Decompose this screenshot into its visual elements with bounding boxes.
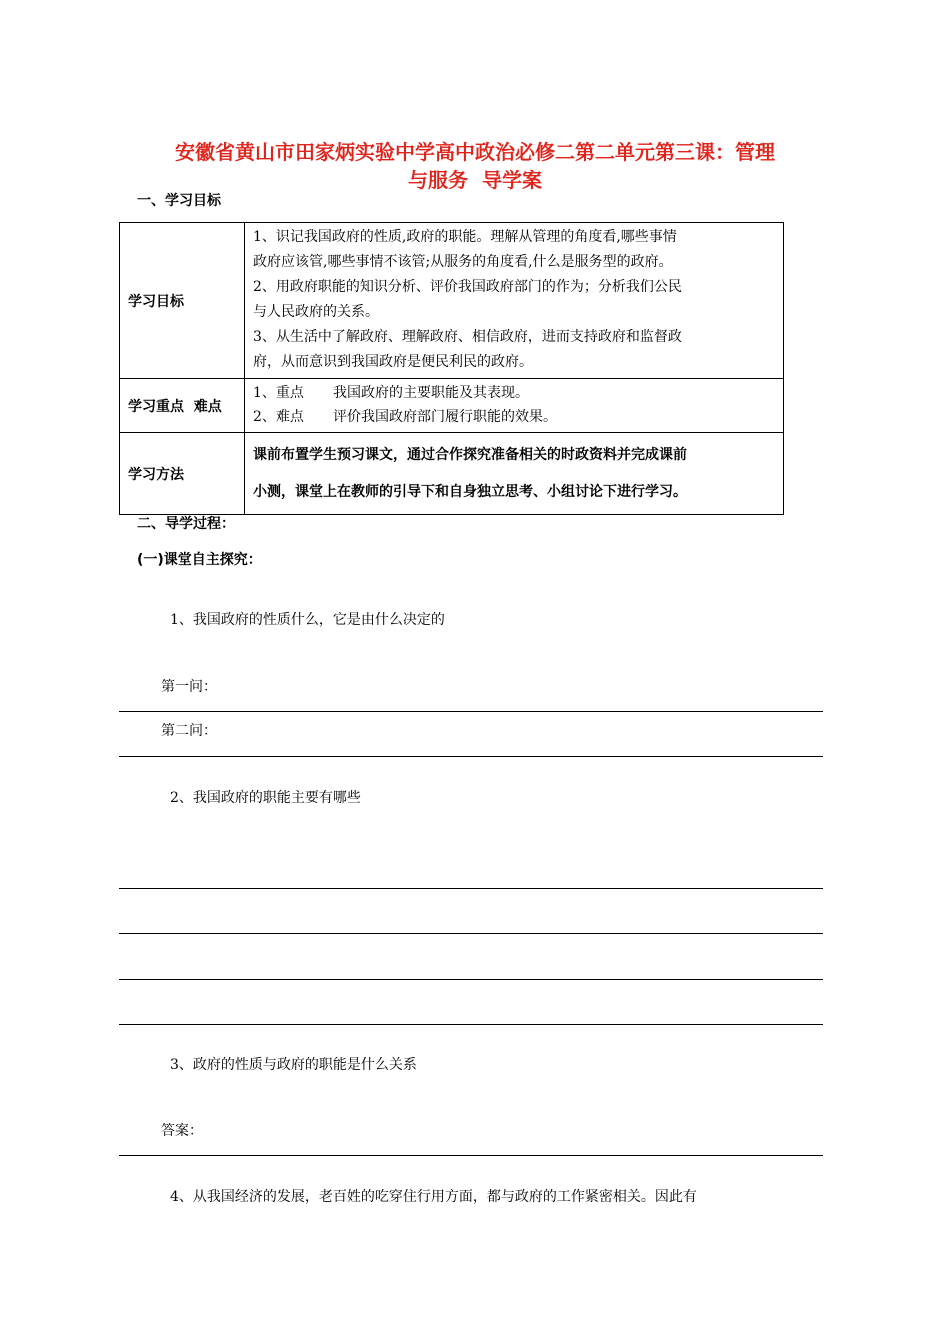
goal-line: 政府应该管,哪些事情不该管;从服务的角度看,什么是服务型的政府。 — [253, 254, 673, 270]
answer-line — [119, 979, 823, 980]
answer-line — [119, 1155, 823, 1156]
difficult-point-term: 2、难点 — [253, 409, 304, 425]
goal-line: 与人民政府的关系。 — [253, 304, 379, 320]
document-title — [120, 138, 830, 194]
goal-content — [245, 223, 784, 379]
question-2: 2、我国政府的职能主要有哪些 — [170, 790, 361, 806]
key-point-row — [253, 381, 777, 405]
answer-line — [119, 711, 823, 712]
method-line: 小测，课堂上在教师的引导下和自身独立思考、小组讨论下进行学习。 — [253, 483, 687, 500]
key-point-text: 我国政府的主要职能及其表现。 — [333, 385, 529, 401]
goal-line: 府，从而意识到我国政府是便民利民的政府。 — [253, 354, 533, 370]
title-line-1: 安徽省黄山市田家炳实验中学高中政治必修二第二单元第三课：管理 — [175, 140, 775, 164]
method-label: 学习方法 — [120, 433, 245, 515]
difficult-point-row — [253, 405, 777, 429]
answer-line — [119, 756, 823, 757]
method-content — [245, 433, 784, 515]
answer-line — [119, 1024, 823, 1025]
section-learning-goals: 一、学习目标 — [137, 193, 221, 209]
difficult-point-text: 评价我国政府部门履行职能的效果。 — [333, 409, 557, 425]
key-difficult-content — [245, 379, 784, 433]
answer-label: 答案： — [161, 1123, 203, 1139]
question-4: 4、从我国经济的发展，老百姓的吃穿住行用方面，都与政府的工作紧密相关。因此有 — [170, 1189, 697, 1205]
key-difficult-label: 学习重点 难点 — [120, 379, 245, 433]
question-3: 3、政府的性质与政府的职能是什么关系 — [170, 1057, 417, 1073]
goal-line: 2、用政府职能的知识分析、评价我国政府部门的作为；分析我们公民 — [253, 279, 682, 295]
question-1: 1、我国政府的性质什么，它是由什么决定的 — [170, 612, 445, 628]
goal-line: 1、识记我国政府的性质,政府的职能。理解从管理的角度看,哪些事情 — [253, 229, 677, 245]
key-point-term: 1、重点 — [253, 385, 304, 401]
learning-goals-table — [119, 222, 784, 515]
answer-label-second: 第二问： — [161, 723, 217, 739]
method-line: 课前布置学生预习课文，通过合作探究准备相关的时政资料并完成课前 — [253, 446, 687, 463]
subsection-self-inquiry: (一)课堂自主探究： — [137, 552, 262, 568]
goal-line: 3、从生活中了解政府、理解政府、相信政府，进而支持政府和监督政 — [253, 329, 682, 345]
title-line-2: 与服务 导学案 — [408, 168, 542, 192]
section-guided-process: 二、导学过程： — [137, 516, 235, 532]
goal-label: 学习目标 — [120, 223, 245, 379]
answer-line — [119, 933, 823, 934]
answer-line — [119, 888, 823, 889]
answer-label-first: 第一问： — [161, 679, 217, 695]
